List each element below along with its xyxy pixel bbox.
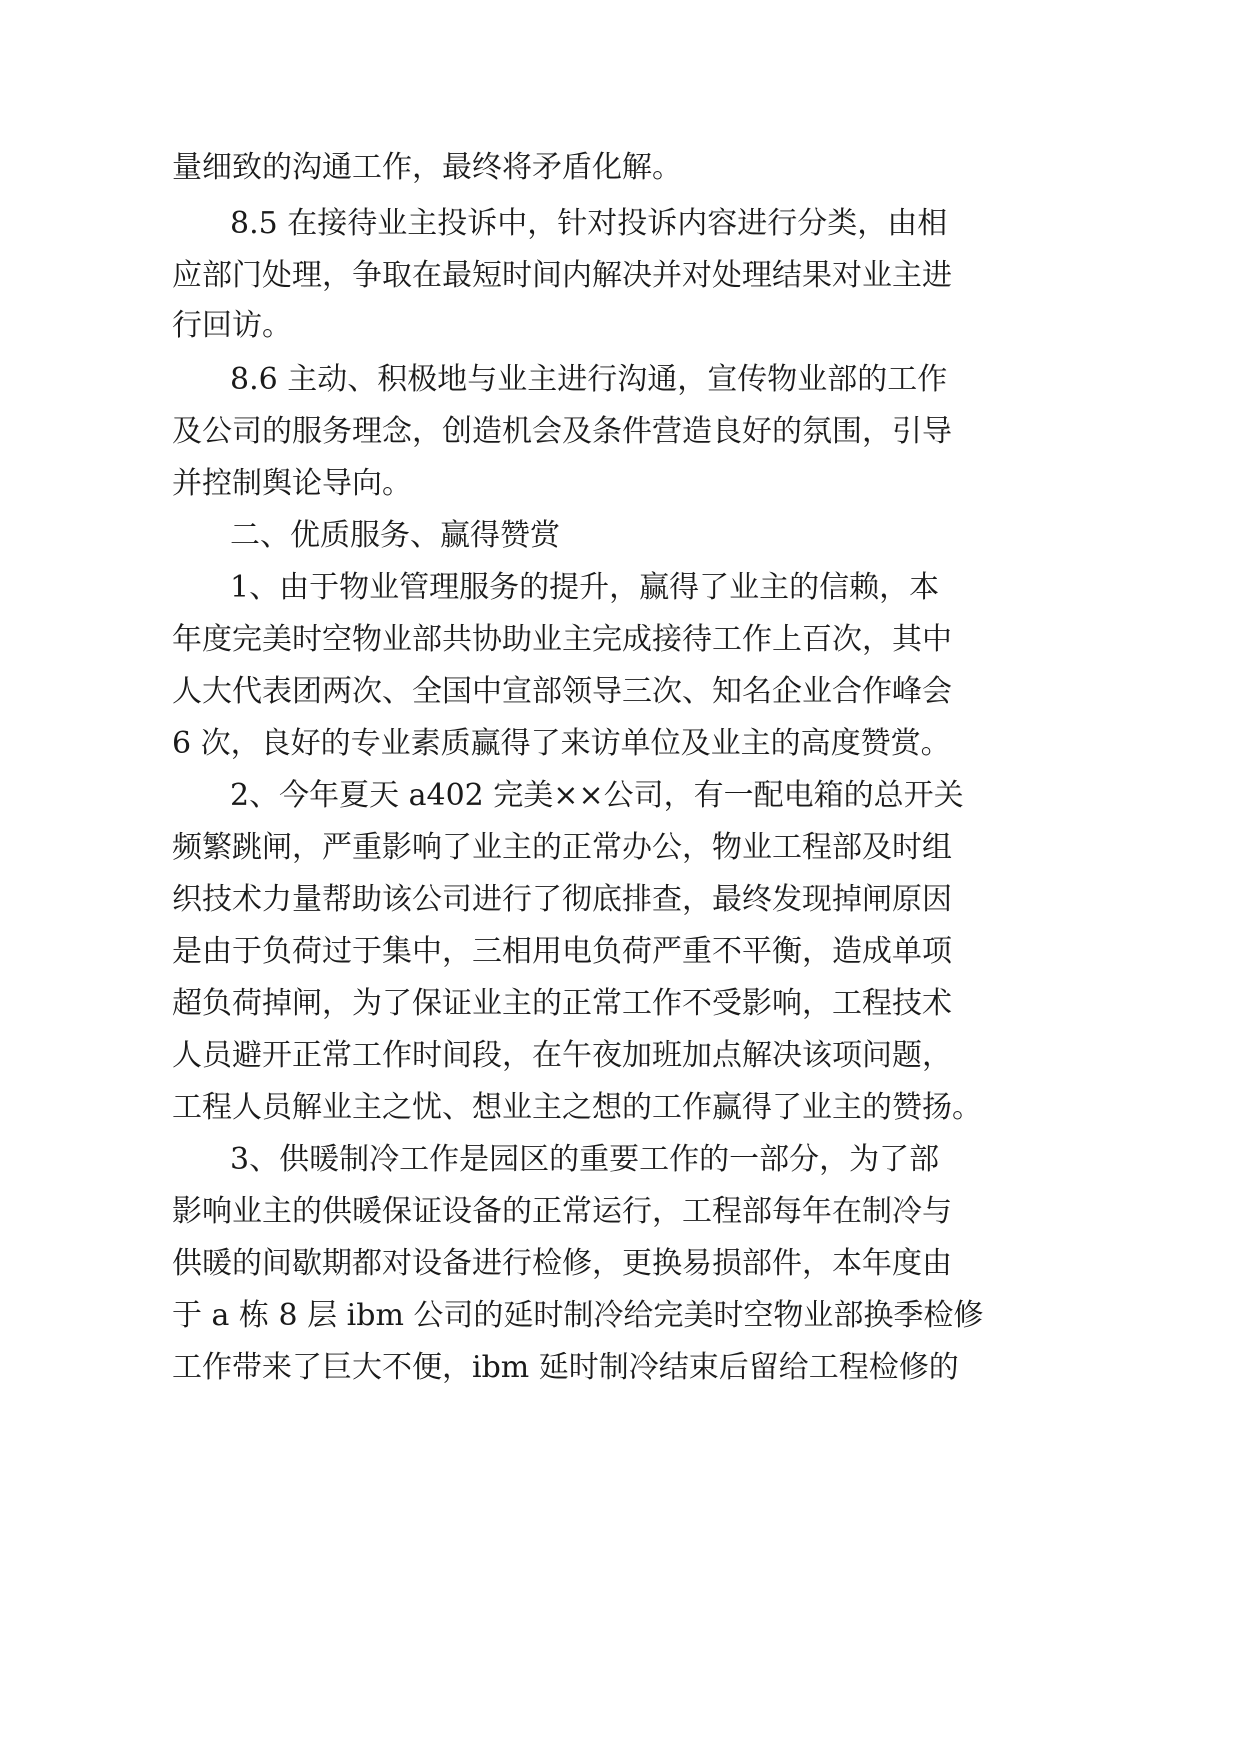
text-line: 及公司的服务理念，创造机会及条件营造良好的氛围，引导	[172, 414, 952, 449]
text-line: 超负荷掉闸，为了保证业主的正常工作不受影响，工程技术	[172, 986, 952, 1021]
text-line: 1、由于物业管理服务的提升，赢得了业主的信赖，本	[230, 570, 940, 605]
text-line: 行回访。	[172, 308, 292, 343]
text-line: 年度完美时空物业部共协助业主完成接待工作上百次，其中	[172, 622, 952, 657]
text-line: 并控制舆论导向。	[172, 466, 412, 501]
text-line: 应部门处理，争取在最短时间内解决并对处理结果对业主进	[172, 258, 952, 293]
text-line: 频繁跳闸，严重影响了业主的正常办公，物业工程部及时组	[172, 830, 952, 865]
text-line: 人大代表团两次、全国中宣部领导三次、知名企业合作峰会	[172, 674, 952, 709]
text-line: 量细致的沟通工作，最终将矛盾化解。	[172, 150, 682, 185]
text-line: 织技术力量帮助该公司进行了彻底排查，最终发现掉闸原因	[172, 882, 952, 917]
text-line: 工作带来了巨大不便，ibm 延时制冷结束后留给工程检修的	[172, 1350, 959, 1385]
text-line: 2、今年夏天 a402 完美××公司，有一配电箱的总开关	[230, 778, 964, 813]
text-line: 供暖的间歇期都对设备进行检修，更换易损部件，本年度由	[172, 1246, 952, 1281]
text-line: 影响业主的供暖保证设备的正常运行，工程部每年在制冷与	[172, 1194, 952, 1229]
text-line: 工程人员解业主之忧、想业主之想的工作赢得了业主的赞扬。	[172, 1090, 982, 1125]
text-line: 于 a 栋 8 层 ibm 公司的延时制冷给完美时空物业部换季检修	[172, 1298, 984, 1333]
text-line: 人员避开正常工作时间段，在午夜加班加点解决该项问题，	[172, 1038, 952, 1073]
text-line: 3、供暖制冷工作是园区的重要工作的一部分，为了部	[230, 1142, 940, 1177]
text-line: 6 次，良好的专业素质赢得了来访单位及业主的高度赞赏。	[172, 726, 951, 761]
section-heading: 二、优质服务、赢得赞赏	[230, 518, 560, 553]
text-line: 8.6 主动、积极地与业主进行沟通，宣传物业部的工作	[230, 362, 948, 397]
text-line: 是由于负荷过于集中，三相用电负荷严重不平衡，造成单项	[172, 934, 952, 969]
text-line: 8.5 在接待业主投诉中，针对投诉内容进行分类，由相	[230, 206, 948, 241]
